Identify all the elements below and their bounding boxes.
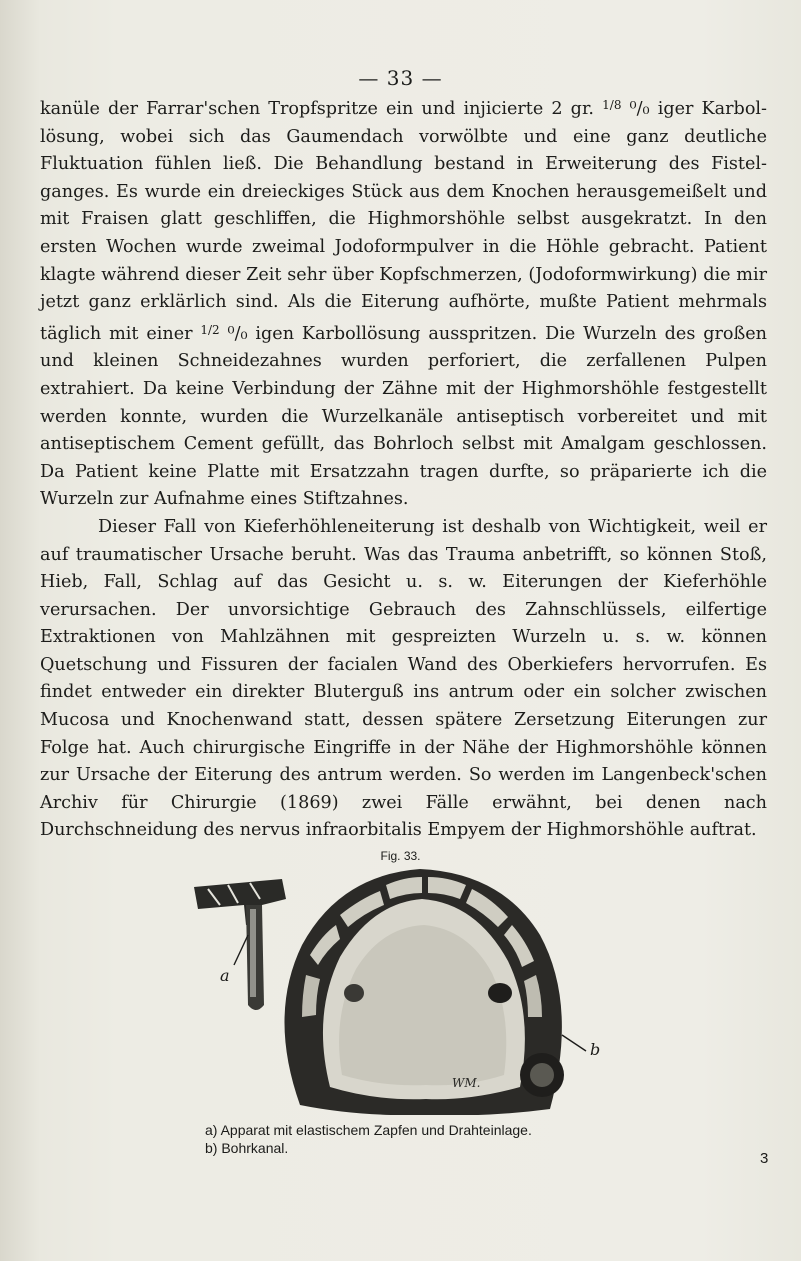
- figure-legend: [205, 1121, 532, 1157]
- page-number: — 33 —: [358, 66, 443, 90]
- legend-item-a: a) Apparat mit elastischem Zapfen und Drahteinlage.: [205, 1122, 532, 1138]
- paragraph-1-part-3: ⁰/₀ igen Karbollösung ausspritzen. Die Wurzeln des großen und kleinen Schneidezahnes wurden perforiert, die zerfallenen Pulpen extrahiert. Da keine Verbindung der Zähne mit der Highmorshöhle festgestellt werden konnte, wurden die Wurzelkanäle antiseptisch vorbereitet und mit antiseptischem Cement gefüllt, das Bohrloch selbst mit Amalgam geschlossen. Da Patient keine Platte mit Ersatzzahn tragen durfte, so präparierte ich die Wurzeln zur Aufnahme eines Stiftzahnes.: [40, 323, 767, 510]
- paragraph-1-part-1: kanüle der Farrar'schen Tropfspritze ein und injicierte 2 gr.: [40, 99, 603, 119]
- figure-letter-a: a: [220, 966, 230, 985]
- figure-33-palate-illustration: [190, 865, 610, 1115]
- figure-letter-b: b: [590, 1040, 601, 1059]
- paragraph-1: [40, 92, 767, 514]
- legend-item-b: b) Bohrkanal.: [205, 1140, 289, 1156]
- body-text: [40, 92, 767, 845]
- apparatus-illustration: [194, 879, 286, 1010]
- engraver-signature: WM.: [452, 1076, 481, 1090]
- printer-signature-mark: 3: [760, 1150, 769, 1167]
- fraction-one-eighth: 1/8: [602, 98, 622, 112]
- dental-arch-illustration: [284, 869, 564, 1115]
- figure-label: Fig. 33.: [380, 849, 421, 863]
- paragraph-2: Dieser Fall von Kieferhöhleneiterung ist deshalb von Wichtigkeit, weil er auf traumatischer Ursache beruht. Was das Trauma anbetrifft, so können Stoß, Hieb, Fall, Schlag auf das Gesicht u. s. w. Eiterungen der Kieferhöhle verursachen. Der unvorsichtige Gebrauch des Zahnschlüssels, eilfertige Extraktionen von Mahlzähnen mit gespreizten Wurzeln u. s. w. können Quetschung und Fissuren der facialen Wand des Oberkiefers hervorrufen. Es findet entweder ein direkter Bluterguß ins antrum oder ein solcher zwischen Mucosa und Knochenwand statt, dessen spätere Zersetzung Eiterungen zur Folge hat. Auch chirurgische Eingriffe in der Nähe der Highmorshöhle können zur Ursache der Eiterung des antrum werden. So werden im Langenbeck'schen Archiv für Chirurgie (1869) zwei Fälle erwähnt, bei denen nach Durchschneidung des nervus infraorbitalis Empyem der Highmorshöhle auftrat.: [40, 516, 767, 841]
- fraction-one-half: 1/2: [200, 322, 220, 337]
- leader-line-a: [234, 935, 248, 965]
- leader-line-b: [562, 1035, 586, 1051]
- paragraph-1-part-2: ⁰/₀ iger Karbollösung, wobei sich das Gaumendach vorwölbte und eine ganz deutliche Fluktuation fühlen ließ. Die Behandlung bestand in Erweiterung des Fistelganges. Es wurde ein dreieckiges Stück aus dem Knochen herausgemeißelt und mit Fraisen glatt geschliffen, die Highmorshöhle selbst ausgekratzt. In den ersten Wochen wurde zweimal Jodoformpulver in die Höhle gebracht. Patient klagte während dieser Zeit sehr über Kopfschmerzen, (Jodoformwirkung) die mir jetzt ganz erklärlich sind. Als die Eiterung aufhörte, mußte Patient mehrmals täglich mit einer: [40, 99, 767, 344]
